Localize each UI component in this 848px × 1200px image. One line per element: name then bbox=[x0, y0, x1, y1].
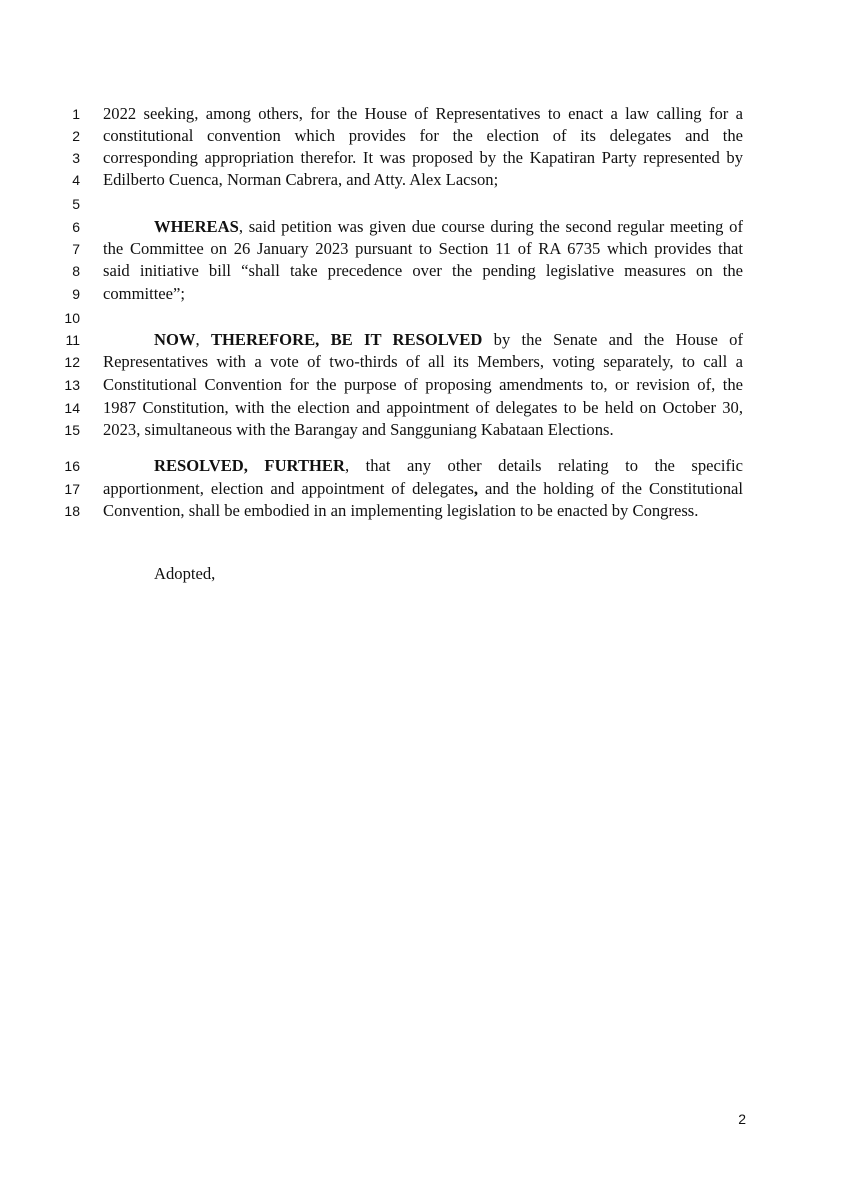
line-number: 14 bbox=[64, 400, 80, 416]
therefore-label: THEREFORE, BE IT RESOLVED bbox=[210, 330, 483, 349]
line-number: 8 bbox=[72, 263, 80, 279]
line-number: 17 bbox=[64, 481, 80, 497]
line-number: 18 bbox=[64, 503, 80, 519]
text-line: corresponding appropriation therefor. It was proposed by the Kapatiran Party represented by bbox=[103, 148, 743, 167]
text-line: Representatives with a vote of two-thirds of all its Members, voting separately, to call a bbox=[103, 352, 743, 371]
text-line: Constitutional Convention for the purpose of proposing amendments to, or revision of, the bbox=[103, 375, 743, 394]
line-number: 6 bbox=[72, 219, 80, 235]
text-line: the Committee on 26 January 2023 pursuant to Section 11 of RA 6735 which provides that bbox=[103, 239, 743, 258]
text-line bbox=[103, 478, 743, 500]
now-label: NOW bbox=[154, 330, 196, 349]
text-line: 1987 Constitution, with the election and appointment of delegates to be held on October 30, bbox=[103, 398, 743, 417]
line-number: 9 bbox=[72, 286, 80, 302]
whereas-label: WHEREAS bbox=[154, 217, 239, 236]
text-line: said initiative bill “shall take precedence over the pending legislative measures on the bbox=[103, 261, 743, 280]
line-number: 12 bbox=[64, 354, 80, 370]
text-span: , bbox=[195, 330, 200, 349]
whereas-line bbox=[103, 216, 743, 238]
resolved-further-label: RESOLVED, FURTHER bbox=[154, 456, 345, 475]
line-number: 1 bbox=[72, 106, 80, 122]
text-span: and the holding of the Constitutional bbox=[478, 479, 743, 498]
text-span: , that any other details relating to the specific bbox=[344, 456, 744, 475]
text-line: Edilberto Cuenca, Norman Cabrera, and Atty. Alex Lacson; bbox=[103, 170, 499, 189]
line-number: 16 bbox=[64, 458, 80, 474]
line-number: 4 bbox=[72, 172, 80, 188]
text-span: by the Senate and the House of bbox=[493, 330, 743, 349]
text-span: apportionment, election and appointment of delegates bbox=[103, 479, 474, 498]
text-span: , bbox=[473, 479, 478, 498]
text-line: 2023, simultaneous with the Barangay and Sangguniang Kabataan Elections. bbox=[103, 420, 614, 439]
line-number: 11 bbox=[65, 332, 80, 348]
resolution-line bbox=[103, 329, 743, 351]
page-number: 2 bbox=[738, 1111, 746, 1127]
text-line: constitutional convention which provides for the election of its delegates and the bbox=[103, 126, 743, 145]
line-number: 10 bbox=[64, 310, 80, 326]
line-number: 5 bbox=[72, 196, 80, 212]
line-number: 13 bbox=[64, 377, 80, 393]
text-line: committee”; bbox=[103, 284, 186, 303]
line-number: 7 bbox=[72, 241, 80, 257]
text-span: , said petition was given due course during the second regular meeting of bbox=[238, 217, 743, 236]
line-number: 2 bbox=[72, 128, 80, 144]
line-number: 3 bbox=[72, 150, 80, 166]
text-line: Convention, shall be embodied in an implementing legislation to be enacted by Congress. bbox=[103, 501, 699, 520]
resolved-line bbox=[103, 455, 743, 477]
adopted-label: Adopted, bbox=[154, 564, 216, 583]
line-number: 15 bbox=[64, 422, 80, 438]
text-line: 2022 seeking, among others, for the House of Representatives to enact a law calling for a bbox=[103, 104, 743, 123]
